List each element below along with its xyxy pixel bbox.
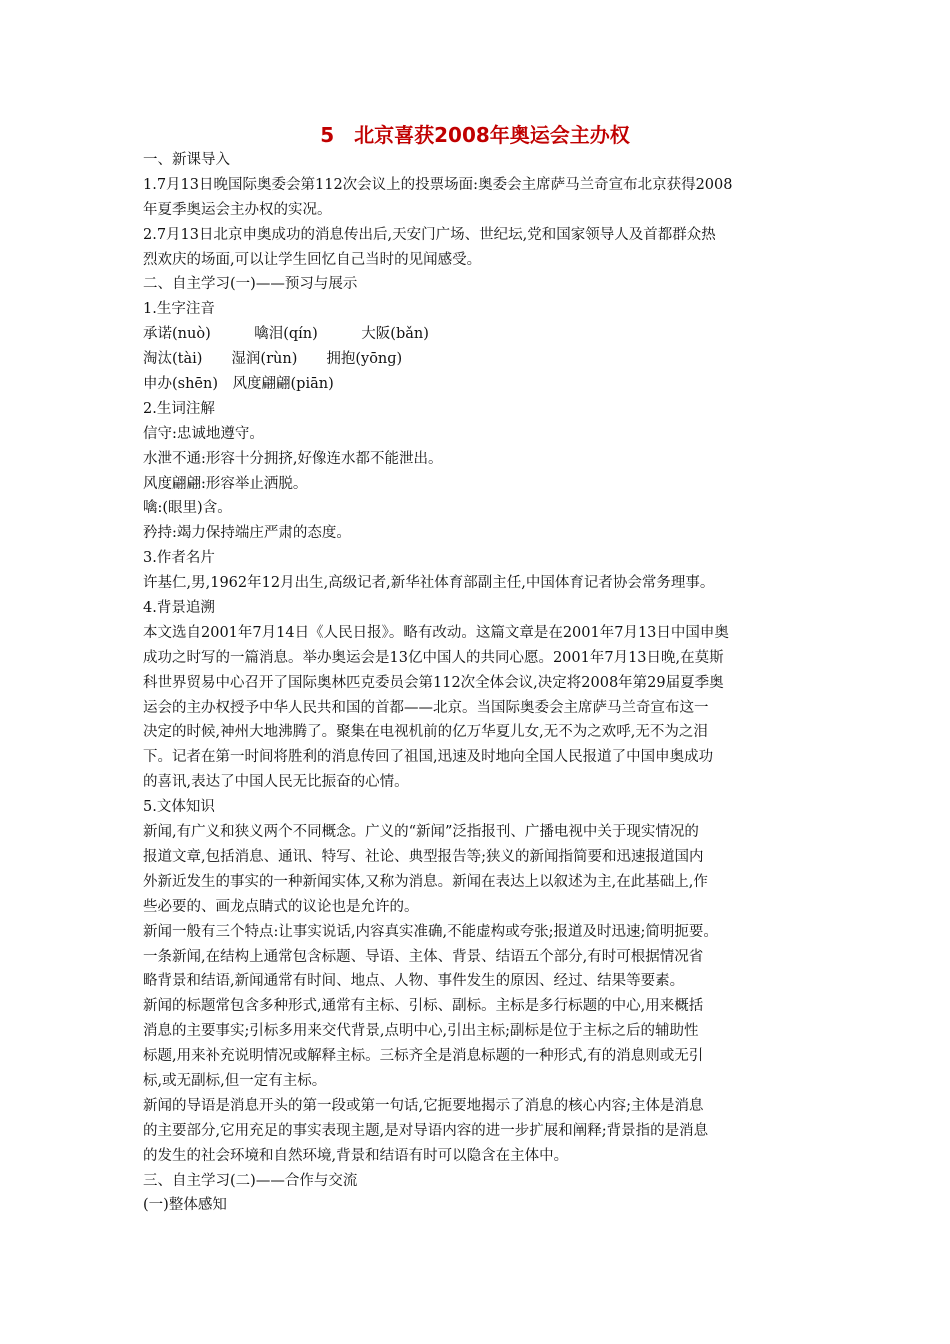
text-line: 外新近发生的事实的一种新闻实体,又称为消息。新闻在表达上以叙述为主,在此基础上,作: [143, 873, 708, 890]
text-line: 烈欢庆的场面,可以让学生回忆自己当时的见闻感受。: [143, 251, 482, 268]
text-line: 1.生字注音: [143, 301, 215, 318]
text-line: 年夏季奥运会主办权的实况。: [143, 201, 332, 218]
text-line: (一)整体感知: [143, 1197, 227, 1214]
text-line: 决定的时候,神州大地沸腾了。聚集在电视机前的亿万华夏儿女,无不为之欢呼,无不为之泪: [143, 724, 708, 741]
text-line: 3.作者名片: [143, 550, 215, 567]
text-line: 4.背景追溯: [143, 600, 215, 617]
text-line: 风度翩翩:形容举止洒脱。: [143, 475, 308, 492]
text-line: 一、新课导入: [143, 152, 230, 168]
text-line: 运会的主办权授予中华人民共和国的首都——北京。当国际奥委会主席萨马兰奇宣布这一: [143, 699, 709, 716]
text-line: 本文选自2001年7月14日《人民日报》。略有改动。这篇文章是在2001年7月13日中国申奥: [143, 624, 729, 641]
text-line: 新闻的标题常包含多种形式,通常有主标、引标、副标。主标是多行标题的中心,用来概括: [143, 998, 704, 1015]
text-line: 噙:(眼里)含。: [143, 500, 232, 517]
text-line: 矜持:竭力保持端庄严肃的态度。: [143, 525, 351, 542]
text-line: 许基仁,男,1962年12月出生,高级记者,新华社体育部副主任,中国体育记者协会常务理事。: [143, 575, 715, 592]
text-line: 新闻,有广义和狭义两个不同概念。广义的“新闻”泛指报刊、广播电视中关于现实情况的: [143, 824, 699, 841]
text-line: 5.文体知识: [143, 799, 215, 816]
text-line: 标题,用来补充说明情况或解释主标。三标齐全是消息标题的一种形式,有的消息则或无引: [143, 1048, 704, 1065]
text-line: 申办(shēn) 风度翩翩(piān): [143, 376, 334, 393]
text-line: 下。记者在第一时间将胜利的消息传回了祖国,迅速及时地向全国人民报道了中国申奥成功: [143, 749, 714, 766]
text-line: 二、自主学习(一)——预习与展示: [143, 276, 358, 293]
text-line: 些必要的、画龙点睛式的议论也是允许的。: [143, 898, 419, 915]
page-title: 5 北京喜获2008年奥运会主办权: [320, 123, 630, 147]
text-line: 信守:忠诚地遵守。: [143, 425, 264, 442]
text-line: 新闻的导语是消息开头的第一段或第一句话,它扼要地揭示了消息的核心内容;主体是消息: [143, 1097, 704, 1114]
text-line: 略背景和结语,新闻通常有时间、地点、人物、事件发生的原因、经过、结果等要素。: [143, 973, 685, 990]
text-line: 2.7月13日北京申奥成功的消息传出后,天安门广场、世纪坛,党和国家领导人及首都群众热: [143, 226, 716, 243]
text-line: 水泄不通:形容十分拥挤,好像连水都不能泄出。: [143, 450, 443, 467]
text-line: 标,或无副标,但一定有主标。: [143, 1072, 327, 1089]
text-line: 消息的主要事实;引标多用来交代背景,点明中心,引出主标;副标是位于主标之后的辅助性: [143, 1023, 699, 1040]
text-line: 报道文章,包括消息、通讯、特写、社论、典型报告等;狭义的新闻指简要和迅速报道国内: [143, 848, 704, 865]
text-line: 2.生词注解: [143, 400, 215, 417]
text-line: 三、自主学习(二)——合作与交流: [143, 1172, 358, 1189]
text-line: 的主要部分,它用充足的事实表现主题,是对导语内容的进一步扩展和阐释;背景指的是消息: [143, 1122, 709, 1139]
text-line: 淘汰(tài) 湿润(rùn) 拥抱(yōnɡ): [143, 351, 403, 368]
text-line: 的发生的社会环境和自然环境,背景和结语有时可以隐含在主体中。: [143, 1147, 569, 1164]
text-line: 1.7月13日晚国际奥委会第112次会议上的投票场面:奥委会主席萨马兰奇宣布北京获得2008: [143, 176, 733, 193]
text-line: 新闻一般有三个特点:让事实说话,内容真实准确,不能虚构或夸张;报道及时迅速;简明扼要。: [143, 923, 718, 940]
text-line: 一条新闻,在结构上通常包含标题、导语、主体、背景、结语五个部分,有时可根据情况省: [143, 948, 704, 965]
text-line: 成功之时写的一篇消息。举办奥运会是13亿中国人的共同心愿。2001年7月13日晚,在莫斯: [143, 649, 724, 666]
text-line: 承诺(nuò) 噙泪(qín) 大阪(bǎn): [143, 326, 429, 343]
text-line: 科世界贸易中心召开了国际奥林匹克委员会第112次全体会议,决定将2008年第29届夏季奥: [143, 674, 724, 691]
text-line: 的喜讯,表达了中国人民无比振奋的心情。: [143, 774, 409, 791]
document-body: [143, 148, 833, 1218]
